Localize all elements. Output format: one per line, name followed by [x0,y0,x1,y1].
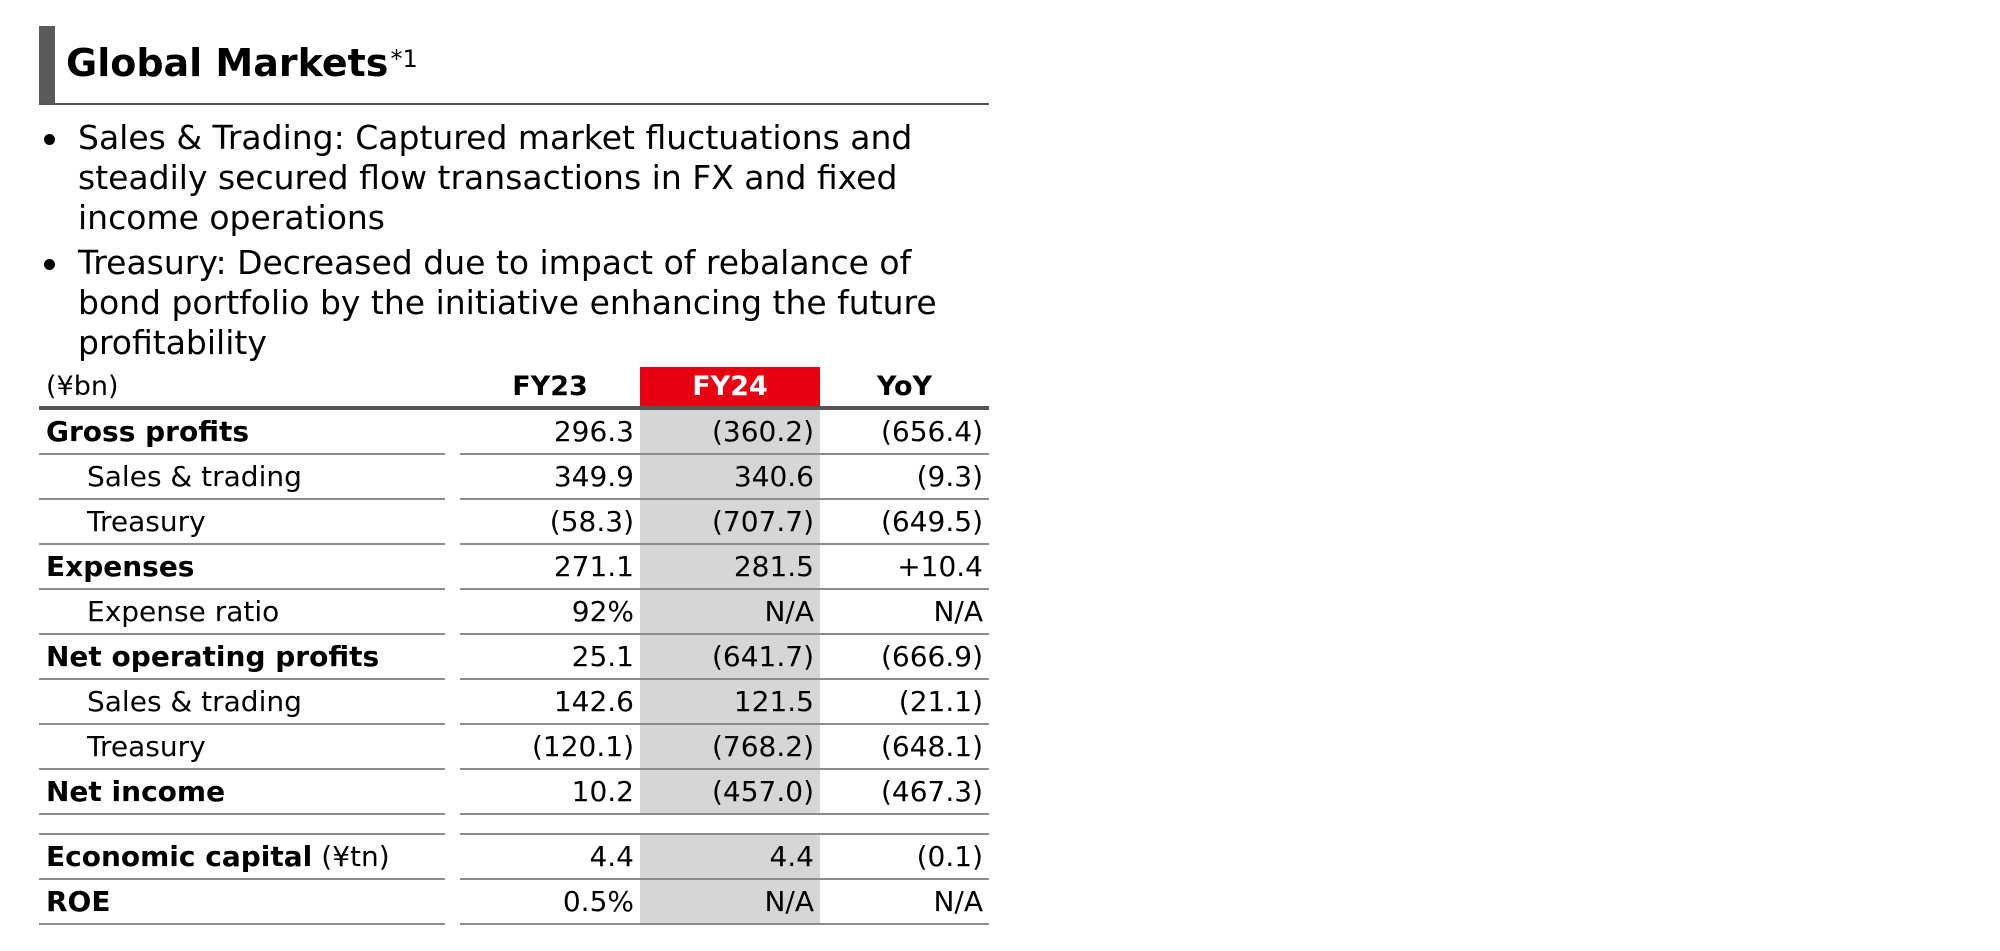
row-label: Treasury [39,725,445,770]
page-title-text: Global Markets [66,41,389,85]
bullet-dot-icon [44,259,55,270]
spacer-cell [39,815,445,835]
cell-yoy: (467.3) [820,770,989,815]
title-footnote-marker: *1 [390,45,418,73]
cell-fy23: (120.1) [460,725,640,770]
row-label [39,835,445,880]
row-label-text: ROE [46,885,111,918]
bullet-item [39,118,958,238]
cell-fy24: (457.0) [640,770,820,815]
financial-table [39,367,989,925]
cell-fy24: 281.5 [640,545,820,590]
cell-yoy: (21.1) [820,680,989,725]
page-title [66,40,418,86]
row-label: Net income [39,770,445,815]
bullet-item [39,243,958,363]
column-header-fy23: FY23 [512,371,588,402]
table-row [39,455,989,500]
row-label: Net operating profits [39,635,445,680]
bullet-text: Treasury: Decreased due to impact of rebalance of bond portfolio by the initiative enhancing the future profitability [78,243,937,362]
cell-yoy: (666.9) [820,635,989,680]
table-row [39,770,989,815]
cell-fy23: 271.1 [460,545,640,590]
bullet-dot-icon [44,134,55,145]
cell-yoy: (656.4) [820,410,989,455]
row-label-text: Economic capital [46,840,313,873]
table-row [39,725,989,770]
cell-fy23: 142.6 [460,680,640,725]
table-row [39,590,989,635]
cell-fy24: (360.2) [640,410,820,455]
cell-fy23: 25.1 [460,635,640,680]
cell-fy23: 0.5% [460,880,640,925]
table-header-row [39,367,989,410]
cell-fy23: 296.3 [460,410,640,455]
cell-fy23: 10.2 [460,770,640,815]
cell-fy24: (641.7) [640,635,820,680]
cell-yoy: N/A [820,880,989,925]
page-content [39,26,989,918]
table-row [39,410,989,455]
table-row [39,635,989,680]
cell-yoy: N/A [820,590,989,635]
cell-fy24: 340.6 [640,455,820,500]
cell-fy23: 349.9 [460,455,640,500]
unit-label: (¥bn) [46,371,119,402]
table-row [39,835,989,880]
table-row [39,680,989,725]
column-header-yoy: YoY [876,371,933,402]
table-row [39,545,989,590]
cell-fy24: 4.4 [640,835,820,880]
cell-yoy: (0.1) [820,835,989,880]
row-label: Sales & trading [39,680,445,725]
row-unit-suffix: (¥tn) [321,840,390,873]
cell-fy24: (707.7) [640,500,820,545]
spacer-cell [640,815,820,835]
bullet-text: Sales & Trading: Captured market fluctuations and steadily secured flow transactions in FX and fixed income operations [78,118,913,237]
cell-fy24: 121.5 [640,680,820,725]
cell-yoy: (648.1) [820,725,989,770]
cell-yoy: (9.3) [820,455,989,500]
bullet-list [39,118,989,368]
row-label: Expenses [39,545,445,590]
table-row [39,500,989,545]
table-spacer-row [39,815,989,835]
title-bar [39,26,989,105]
row-label: Sales & trading [39,455,445,500]
row-label [39,880,445,925]
row-label: Treasury [39,500,445,545]
cell-yoy: +10.4 [820,545,989,590]
spacer-cell [820,815,989,835]
row-label: Gross profits [39,410,445,455]
title-accent-bar [39,26,55,103]
spacer-cell [460,815,640,835]
cell-yoy: (649.5) [820,500,989,545]
cell-fy23: (58.3) [460,500,640,545]
cell-fy24: N/A [640,880,820,925]
cell-fy23: 4.4 [460,835,640,880]
column-header-fy24: FY24 [640,367,820,406]
cell-fy23: 92% [460,590,640,635]
cell-fy24: (768.2) [640,725,820,770]
table-row [39,880,989,925]
row-label: Expense ratio [39,590,445,635]
cell-fy24: N/A [640,590,820,635]
